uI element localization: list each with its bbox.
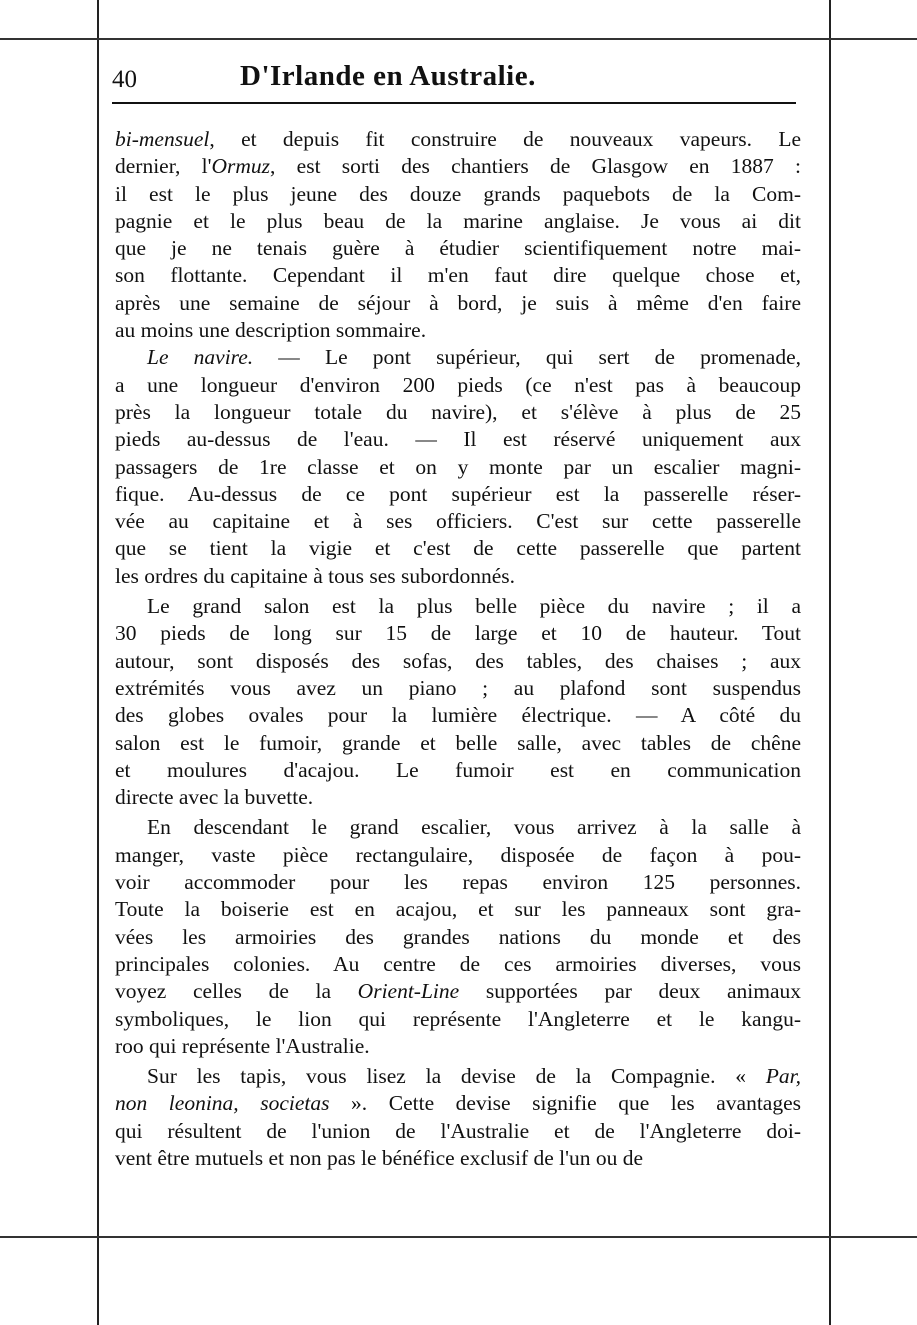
- text-line: [115, 1006, 801, 1033]
- text-segment: voir accommoder pour les repas environ 125 personnes.: [115, 870, 801, 895]
- text-segment: dernier, l': [115, 154, 212, 179]
- text-line: [115, 372, 801, 399]
- text-segment: Le grand salon est la plus belle pièce du navire ; il a: [147, 594, 801, 619]
- text-segment: que je ne tenais guère à étudier scientifiquement notre mai-: [115, 236, 801, 261]
- text-segment: autour, sont disposés des sofas, des tables, des chaises ; aux: [115, 648, 801, 673]
- text-segment: extrémités vous avez un piano ; au plafond sont suspendus: [115, 675, 801, 700]
- page-number: 40: [112, 66, 137, 93]
- text-line: [115, 126, 801, 153]
- text-line: [115, 675, 801, 702]
- text-line: [115, 481, 801, 508]
- text-segment: au moins une description sommaire.: [115, 318, 427, 343]
- text-segment: — Le pont supérieur, qui sert de promenade,: [253, 345, 801, 370]
- text-segment: voyez celles de la: [115, 979, 358, 1004]
- text-line: [115, 1090, 801, 1117]
- text-line: [115, 317, 801, 344]
- text-line: [115, 978, 801, 1005]
- text-line: [115, 181, 801, 208]
- italic-text: Ormuz: [211, 154, 271, 179]
- text-line: [115, 730, 801, 757]
- text-segment: a une longueur d'environ 200 pieds (ce n'est pas à beaucoup: [115, 372, 801, 397]
- text-segment: son flottante. Cependant il m'en faut dire quelque chose et,: [115, 263, 801, 288]
- text-segment: En descendant le grand escalier, vous arrivez à la salle à: [147, 815, 801, 840]
- text-line: [115, 262, 801, 289]
- text-segment: qui résultent de l'union de l'Australie et de l'Angleterre doi-: [115, 1118, 801, 1143]
- text-line: [115, 454, 801, 481]
- running-title: D'Irlande en Australie.: [240, 60, 536, 92]
- text-line: [115, 869, 801, 896]
- page-edge-right: [829, 0, 831, 1325]
- text-line: [115, 344, 801, 371]
- text-segment: des globes ovales pour la lumière électrique. — A côté du: [115, 703, 801, 728]
- text-line: [115, 842, 801, 869]
- text-line: [115, 208, 801, 235]
- text-segment: Toute la boiserie est en acajou, et sur les panneaux sont gra-: [115, 897, 801, 922]
- body-text: [115, 126, 801, 1172]
- text-line: [115, 896, 801, 923]
- text-segment: ». Cette devise signifie que les avantages: [329, 1091, 801, 1116]
- italic-text: Le navire.: [147, 345, 254, 370]
- text-segment: , et depuis fit construire de nouveaux vapeurs. Le: [209, 127, 801, 151]
- text-line: [115, 593, 801, 620]
- text-segment: supportées par deux animaux: [459, 979, 802, 1004]
- text-line: [115, 508, 801, 535]
- italic-text: Par,: [765, 1064, 801, 1089]
- text-segment: et moulures d'acajou. Le fumoir est en communication: [115, 757, 801, 782]
- page-edge-left: [97, 0, 99, 1325]
- text-line: [115, 1063, 801, 1090]
- text-line: [115, 290, 801, 317]
- text-line: [115, 702, 801, 729]
- text-segment: Sur les tapis, vous lisez la devise de la Compagnie. «: [147, 1064, 766, 1089]
- text-line: [115, 951, 801, 978]
- text-segment: principales colonies. Au centre de ces armoiries diverses, vous: [115, 951, 801, 976]
- text-line: [115, 757, 801, 784]
- italic-text: Orient-Line: [357, 979, 460, 1004]
- italic-text: non leonina, societas: [115, 1091, 330, 1116]
- text-segment: passagers de 1re classe et on y monte par un escalier magni-: [115, 454, 801, 479]
- header-rule: [112, 102, 796, 104]
- text-segment: manger, vaste pièce rectangulaire, disposée de façon à pou-: [115, 842, 801, 867]
- text-segment: 30 pieds de long sur 15 de large et 10 de hauteur. Tout: [115, 621, 801, 646]
- text-segment: directe avec la buvette.: [115, 785, 314, 810]
- text-segment: près la longueur totale du navire), et s'élève à plus de 25: [115, 399, 801, 424]
- text-segment: salon est le fumoir, grande et belle salle, avec tables de chêne: [115, 730, 801, 755]
- scan-border-top: [0, 38, 917, 40]
- text-segment: vée au capitaine et à ses officiers. C'est sur cette passerelle: [115, 509, 801, 534]
- text-line: [115, 235, 801, 262]
- text-segment: , est sorti des chantiers de Glasgow en 1887 :: [270, 154, 801, 179]
- text-line: [115, 1118, 801, 1145]
- text-line: [115, 535, 801, 562]
- text-segment: pagnie et le plus beau de la marine anglaise. Je vous ai dit: [115, 208, 801, 233]
- text-line: [115, 784, 801, 811]
- text-line: [115, 924, 801, 951]
- text-line: [115, 563, 801, 590]
- text-line: [115, 648, 801, 675]
- text-segment: après une semaine de séjour à bord, je suis à même d'en faire: [115, 290, 801, 315]
- text-segment: fique. Au-dessus de ce pont supérieur est la passerelle réser-: [115, 481, 801, 506]
- text-segment: symboliques, le lion qui représente l'Angleterre et le kangu-: [115, 1006, 801, 1031]
- text-line: [115, 1145, 801, 1172]
- text-line: [115, 153, 801, 180]
- text-segment: que se tient la vigie et c'est de cette passerelle que partent: [115, 536, 801, 561]
- text-segment: vent être mutuels et non pas le bénéfice exclusif de l'un ou de: [115, 1145, 644, 1170]
- text-segment: roo qui représente l'Australie.: [115, 1033, 370, 1058]
- text-segment: vées les armoiries des grandes nations du monde et des: [115, 924, 801, 949]
- text-segment: pieds au-dessus de l'eau. — Il est réservé uniquement aux: [115, 427, 801, 452]
- text-segment: les ordres du capitaine à tous ses subordonnés.: [115, 563, 516, 588]
- scan-border-bottom: [0, 1236, 917, 1238]
- text-line: [115, 620, 801, 647]
- text-line: [115, 1033, 801, 1060]
- text-segment: il est le plus jeune des douze grands paquebots de la Com-: [115, 181, 801, 206]
- text-line: [115, 814, 801, 841]
- italic-text: bi-mensuel: [115, 127, 210, 151]
- text-line: [115, 426, 801, 453]
- text-line: [115, 399, 801, 426]
